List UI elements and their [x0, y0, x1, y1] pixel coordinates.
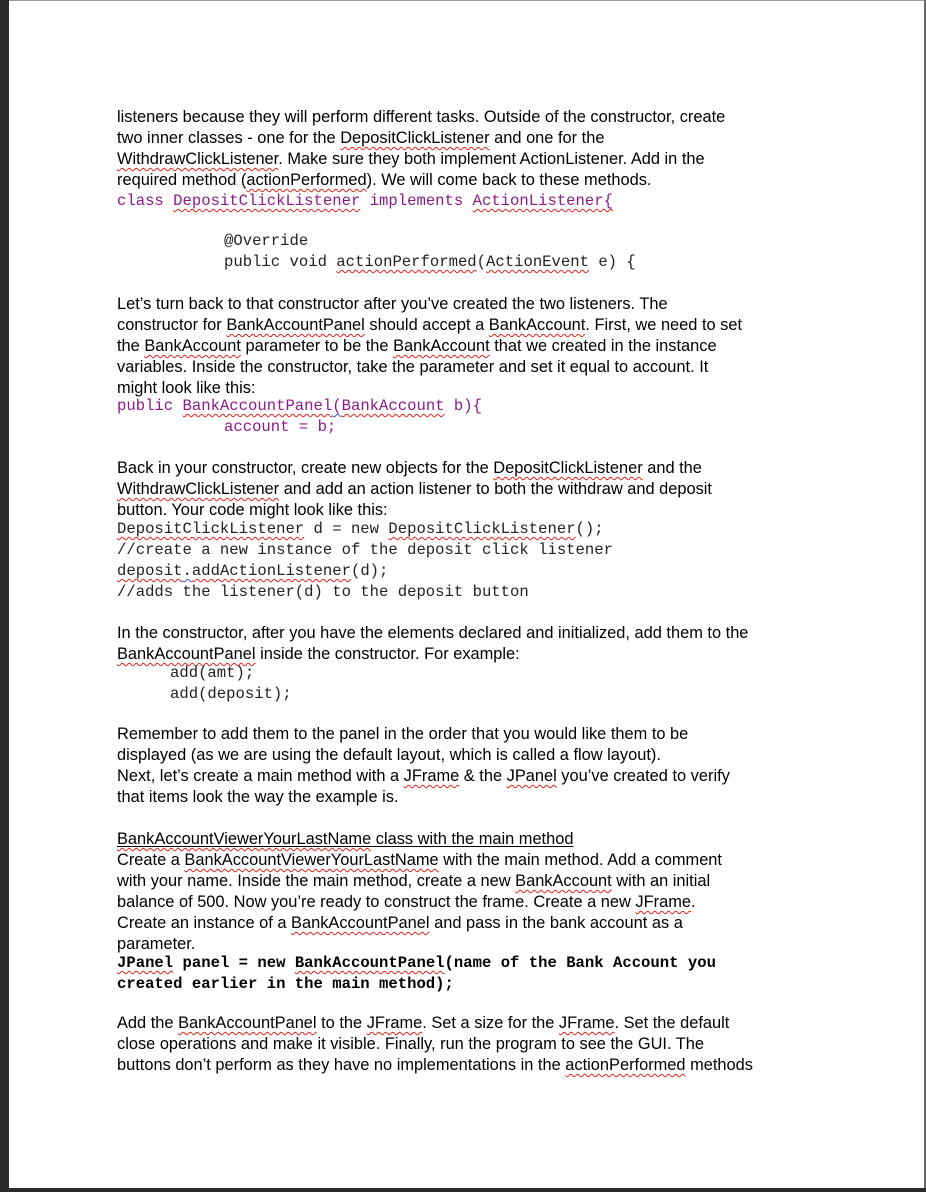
- section-heading: BankAccountViewerYourLastName class with the main method: [117, 830, 574, 848]
- paragraph-3-line-3: button. Your code might look like this:: [117, 501, 388, 519]
- code-line-constructor: public BankAccountPanel(BankAccount b){: [117, 397, 482, 415]
- code-line-comment-2: //adds the listener(d) to the deposit button: [117, 583, 529, 601]
- code-line-add-listener: deposit.addActionListener(d);: [117, 562, 389, 580]
- paragraph-4-line-2: BankAccountPanel inside the constructor. For example:: [117, 645, 520, 663]
- misspelled-word: WithdrawClickListener: [117, 150, 279, 168]
- code-line-jpanel: JPanel panel = new BankAccountPanel(name of the Bank Account you: [117, 954, 716, 972]
- code-line-add-amt: add(amt);: [170, 664, 255, 682]
- paragraph-7-line-2: close operations and make it visible. Finally, run the program to see the GUI. The: [117, 1035, 705, 1053]
- code-line-assignment: account = b;: [224, 418, 337, 436]
- paragraph-6-line-3: balance of 500. Now you’re ready to construct the frame. Create a new JFrame.: [117, 893, 696, 911]
- paragraph-5-line-1: Remember to add them to the panel in the order that you would like them to be: [117, 725, 689, 743]
- paragraph-4-line-1: In the constructor, after you have the elements declared and initialized, add them to the: [117, 624, 749, 642]
- misspelled-word: DepositClickListener: [340, 129, 490, 147]
- code-line-add-deposit: add(deposit);: [170, 685, 292, 703]
- paragraph-1-line-2: two inner classes - one for the DepositClickListener and one for the: [117, 129, 605, 147]
- paragraph-1-line-4: required method (actionPerformed). We will come back to these methods.: [117, 171, 652, 189]
- code-line-method-signature: public void actionPerformed(ActionEvent e) {: [224, 253, 636, 271]
- code-line-comment-1: //create a new instance of the deposit click listener: [117, 541, 613, 559]
- code-line-new-listener: DepositClickListener d = new DepositClickListener();: [117, 520, 604, 538]
- paragraph-2-line-2: constructor for BankAccountPanel should accept a BankAccount. First, we need to set: [117, 316, 743, 334]
- page-top-border: [9, 0, 926, 1]
- paragraph-6-line-2: with your name. Inside the main method, create a new BankAccount with an initial: [117, 872, 711, 890]
- paragraph-5-line-3: Next, let’s create a main method with a JFrame & the JPanel you’ve created to verify: [117, 767, 730, 785]
- code-line-override: @Override: [224, 232, 309, 250]
- code-line-class-declaration: class DepositClickListener implements ActionListener{: [117, 192, 613, 210]
- paragraph-3-line-1: Back in your constructor, create new objects for the DepositClickListener and the: [117, 459, 702, 477]
- paragraph-7-line-3: buttons don’t perform as they have no implementations in the actionPerformed methods: [117, 1056, 753, 1074]
- misspelled-word: actionPerformed: [246, 171, 367, 189]
- paragraph-3-line-2: WithdrawClickListener and add an action listener to both the withdraw and deposit: [117, 480, 712, 498]
- paragraph-2-line-3: the BankAccount parameter to be the BankAccount that we created in the instance: [117, 337, 717, 355]
- paragraph-6-line-1: Create a BankAccountViewerYourLastName with the main method. Add a comment: [117, 851, 722, 869]
- paragraph-6-line-5: parameter.: [117, 935, 196, 953]
- paragraph-2-line-5: might look like this:: [117, 379, 256, 397]
- paragraph-6-line-4: Create an instance of a BankAccountPanel and pass in the bank account as a: [117, 914, 683, 932]
- paragraph-1-line-3: WithdrawClickListener. Make sure they both implement ActionListener. Add in the: [117, 150, 705, 168]
- code-line-jpanel-cont: created earlier in the main method);: [117, 975, 454, 993]
- page-bottom-border: [0, 1188, 926, 1192]
- paragraph-2-line-4: variables. Inside the constructor, take the parameter and set it equal to account. It: [117, 358, 709, 376]
- paragraph-1-line-1: listeners because they will perform different tasks. Outside of the constructor, create: [117, 108, 726, 126]
- paragraph-5-line-4: that items look the way the example is.: [117, 788, 399, 806]
- page-left-border: [0, 0, 9, 1192]
- paragraph-2-line-1: Let’s turn back to that constructor after you’ve created the two listeners. The: [117, 295, 668, 313]
- paragraph-5-line-2: displayed (as we are using the default layout, which is called a flow layout).: [117, 746, 661, 764]
- paragraph-7-line-1: Add the BankAccountPanel to the JFrame. Set a size for the JFrame. Set the default: [117, 1014, 730, 1032]
